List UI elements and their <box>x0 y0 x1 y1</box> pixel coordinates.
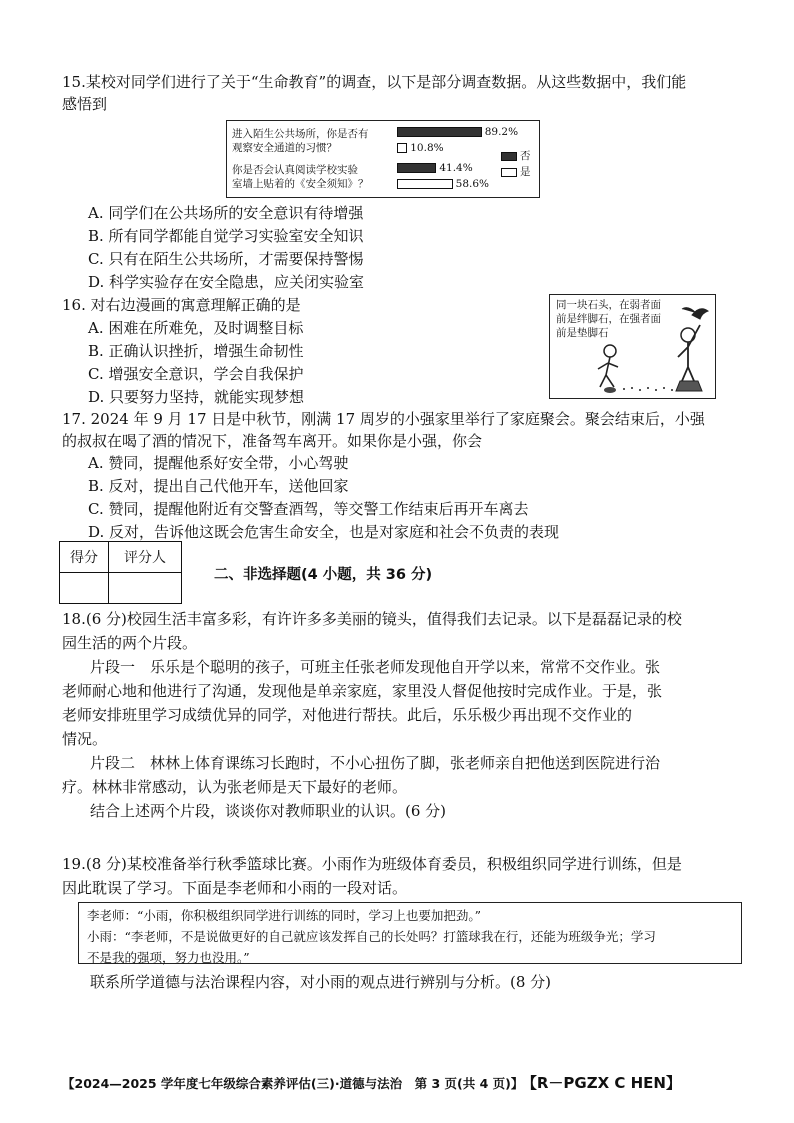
q16-option-b[interactable]: B. 正确认识挫折，增强生命韧性 <box>88 342 304 360</box>
legend-swatch-yes <box>501 168 517 177</box>
q16-stem: 16. 对右边漫画的寓意理解正确的是 <box>62 296 301 314</box>
chart-legend-yes <box>501 166 531 178</box>
legend-yes-label: 是 <box>520 166 531 178</box>
q18-p1b: 老师耐心地和他进行了沟通，发现他是单亲家庭，家里没人督促他按时完成作业。于是，张 <box>62 682 663 700</box>
score-header: 得分 <box>60 542 109 573</box>
q19-block <box>62 852 742 900</box>
survey-chart <box>226 120 540 198</box>
dialog-line1: 李老师：“小雨，你积极组织同学进行训练的同时，学习上也要加把劲。” <box>87 908 482 923</box>
q17-line1: 17. 2024 年 9 月 17 日是中秋节，刚满 17 周岁的小强家里举行了家庭聚会。聚会结束后，小强 <box>62 410 705 428</box>
legend-no-label: 否 <box>520 150 531 162</box>
cartoon-image <box>549 294 716 399</box>
chart-value-row2-yes: 58.6% <box>455 178 490 190</box>
chart-bar-row1-no <box>397 127 482 137</box>
q15-line2: 感悟到 <box>62 95 108 113</box>
dialog-line3: 不是我的强项，努力也没用。” <box>87 950 250 965</box>
chart-legend-no <box>501 150 531 162</box>
grader-cell[interactable] <box>109 573 182 604</box>
chart-bar-row2-yes <box>397 179 453 189</box>
legend-swatch-no <box>501 152 517 161</box>
q15-stem <box>62 71 742 115</box>
chart-value-row1-yes: 10.8% <box>410 142 444 154</box>
q18-intro2: 园生活的两个片段。 <box>62 634 198 652</box>
q17-option-a[interactable]: A. 赞同，提醒他系好安全带，小心驾驶 <box>88 454 349 472</box>
q17-option-d[interactable]: D. 反对，告诉他这既会危害生命安全，也是对家庭和社会不负责的表现 <box>88 523 560 541</box>
page-footer <box>62 1072 681 1093</box>
chart-bar-row2-no <box>397 163 436 173</box>
dialog-line2: 小雨：“李老师，不是说做更好的自己就应该发挥自己的长处吗？打篮球我在行，还能为班级争光；学习 <box>87 929 656 944</box>
q17-option-c[interactable]: C. 赞同，提醒他附近有交警查酒驾，等交警工作结束后再开车离去 <box>88 500 529 518</box>
q16-option-c[interactable]: C. 增强安全意识，学会自我保护 <box>88 365 304 383</box>
q18-ask: 结合上述两个片段，谈谈你对教师职业的认识。(6 分) <box>90 802 447 820</box>
dialog-box <box>78 902 742 964</box>
q19-ask: 联系所学道德与法治课程内容，对小雨的观点进行辨别与分析。(8 分) <box>90 973 552 991</box>
q15-option-d[interactable]: D. 科学实验存在安全隐患，应关闭实验室 <box>88 273 365 291</box>
footer-text: 【2024—2025 学年度七年级综合素养评估(三)·道德与法治 第 3 页(共 4 页)】 <box>62 1076 524 1091</box>
chart-row1-label-a: 进入陌生公共场所，你是否有 <box>232 128 369 140</box>
q18-p1a: 片段一 乐乐是个聪明的孩子，可班主任张老师发现他自开学以来，常常不交作业。张 <box>90 658 661 676</box>
chart-value-row2-no: 41.4% <box>439 162 473 174</box>
q16-option-a[interactable]: A. 困难在所难免，及时调整目标 <box>88 319 304 337</box>
q18-p1c: 老师安排班里学习成绩优异的同学，对他进行帮扶。此后，乐乐极少再出现不交作业的 <box>62 706 633 724</box>
cartoon-drawing <box>550 295 715 398</box>
q19-intro2: 因此耽误了学习。下面是李老师和小雨的一段对话。 <box>62 879 408 897</box>
q18-p2b: 疗。林林非常感动，认为张老师是天下最好的老师。 <box>62 778 408 796</box>
q18-intro1: 18.(6 分)校园生活丰富多彩，有许许多多美丽的镜头，值得我们去记录。以下是磊磊记录的校 <box>62 610 682 628</box>
q16-option-d[interactable]: D. 只要努力坚持，就能实现梦想 <box>88 388 305 406</box>
cartoon-caption: 同一块石头，在弱者面前是绊脚石，在强者面前是垫脚石 <box>556 299 661 339</box>
q19-intro1: 19.(8 分)某校准备举行秋季篮球比赛。小雨作为班级体育委员，积极组织同学进行训练，但是 <box>62 855 682 873</box>
score-table <box>59 541 182 604</box>
section-title: 二、非选择题(4 小题，共 36 分) <box>214 567 433 583</box>
score-cell[interactable] <box>60 573 109 604</box>
q17-option-b[interactable]: B. 反对，提出自己代他开车，送他回家 <box>88 477 349 495</box>
q18-block <box>62 607 742 823</box>
q15-option-a[interactable]: A. 同学们在公共场所的安全意识有待增强 <box>88 204 364 222</box>
chart-row2-label-b: 室墙上贴着的《安全须知》？ <box>232 178 369 190</box>
chart-row1-label-b: 观察安全通道的习惯？ <box>232 142 337 154</box>
q18-p2a: 片段二 林林上体育课练习长跑时，不小心扭伤了脚，张老师亲自把他送到医院进行治 <box>90 754 661 772</box>
q15-option-b[interactable]: B. 所有同学都能自觉学习实验室安全知识 <box>88 227 364 245</box>
q15-line1: 15.某校对同学们进行了关于“生命教育”的调查，以下是部分调查数据。从这些数据中，我们能 <box>62 73 687 91</box>
footer-code: 【R－PGZX C HEN】 <box>529 1074 681 1092</box>
q18-p1d: 情况。 <box>62 730 108 748</box>
q15-option-c[interactable]: C. 只有在陌生公共场所，才需要保持警惕 <box>88 250 364 268</box>
chart-row2-label-a: 你是否会认真阅读学校实验 <box>232 164 358 176</box>
chart-value-row1-no: 89.2% <box>484 126 519 138</box>
q17-stem <box>62 408 742 452</box>
grader-header: 评分人 <box>109 542 182 573</box>
chart-bar-row1-yes <box>397 143 407 153</box>
q17-line2: 的叔叔在喝了酒的情况下，准备驾车离开。如果你是小强，你会 <box>62 432 483 450</box>
